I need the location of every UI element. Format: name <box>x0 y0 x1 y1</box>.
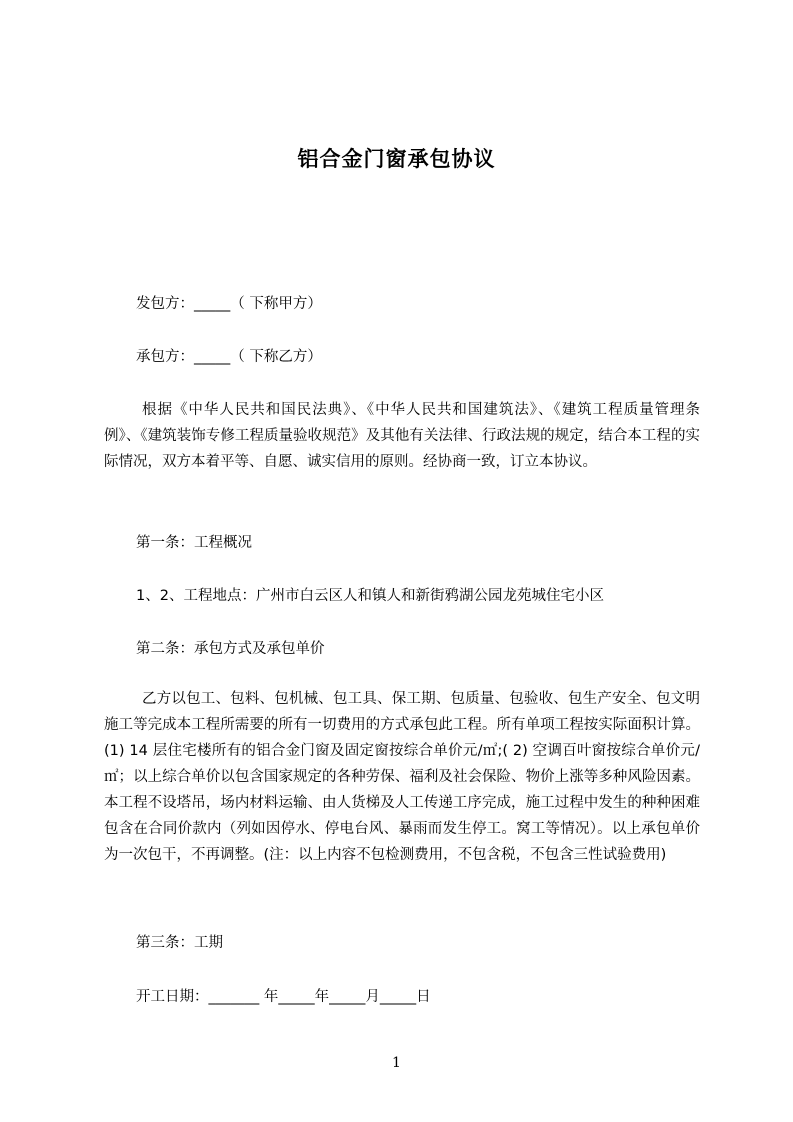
article-2-paragraph: 乙方以包工、包料、包机械、包工具、保工期、包质量、包验收、包生产安全、包文明施工等完成本工程所需要的所有一切费用的方式承包此工程。所有单项工程按实际面积计算。(1) 14 层住宅楼所有的铝合金门窗及固定窗按综合单价元/㎡;( 2) 空调百叶窗按综合单价元/㎡；以上综合单价以包含国家规定的各种劳保、福利及社会保险、物价上涨等多种风险因素。本工程不设塔吊，场内材料运输、由人货梯及人工传递工序完成，施工过程中发生的种种困难包含在合同价款内（列如因停水、停电台风、暴雨而发生停工。窝工等情况）。以上承包单价为一次包干，不再调整。(注：以上内容不包检测费用，不包含税，不包含三性试验费用) <box>104 691 700 863</box>
article-2-heading: 第二条：承包方式及承包单价 <box>136 641 325 657</box>
page-number: 1 <box>392 1055 401 1071</box>
start-date-line: 开工日期：_______ 年_____年_____月_____日 <box>136 989 431 1005</box>
project-location-line: 1、2、工程地点：广州市白云区人和镇人和新街鸦湖公园龙苑城住宅小区 <box>136 588 604 604</box>
article-3-heading: 第三条：工期 <box>136 935 223 951</box>
party-a-line: 发包方：_____（ 下称甲方） <box>136 296 322 312</box>
preamble-paragraph: 根据《中华人民共和国民法典》、《中华人民共和国建筑法》、《建筑工程质量管理条例》、《建筑装饰专修工程质量验收规范》及其他有关法律、行政法规的规定，结合本工程的实际情况，双方本着平等、自愿、诚实信用的原则。经协商一致，订立本协议。 <box>104 402 700 470</box>
party-b-line: 承包方：_____（ 下称乙方） <box>136 349 322 365</box>
document-title: 铝合金门窗承包协议 <box>297 147 496 171</box>
article-1-heading: 第一条：工程概况 <box>136 535 252 551</box>
